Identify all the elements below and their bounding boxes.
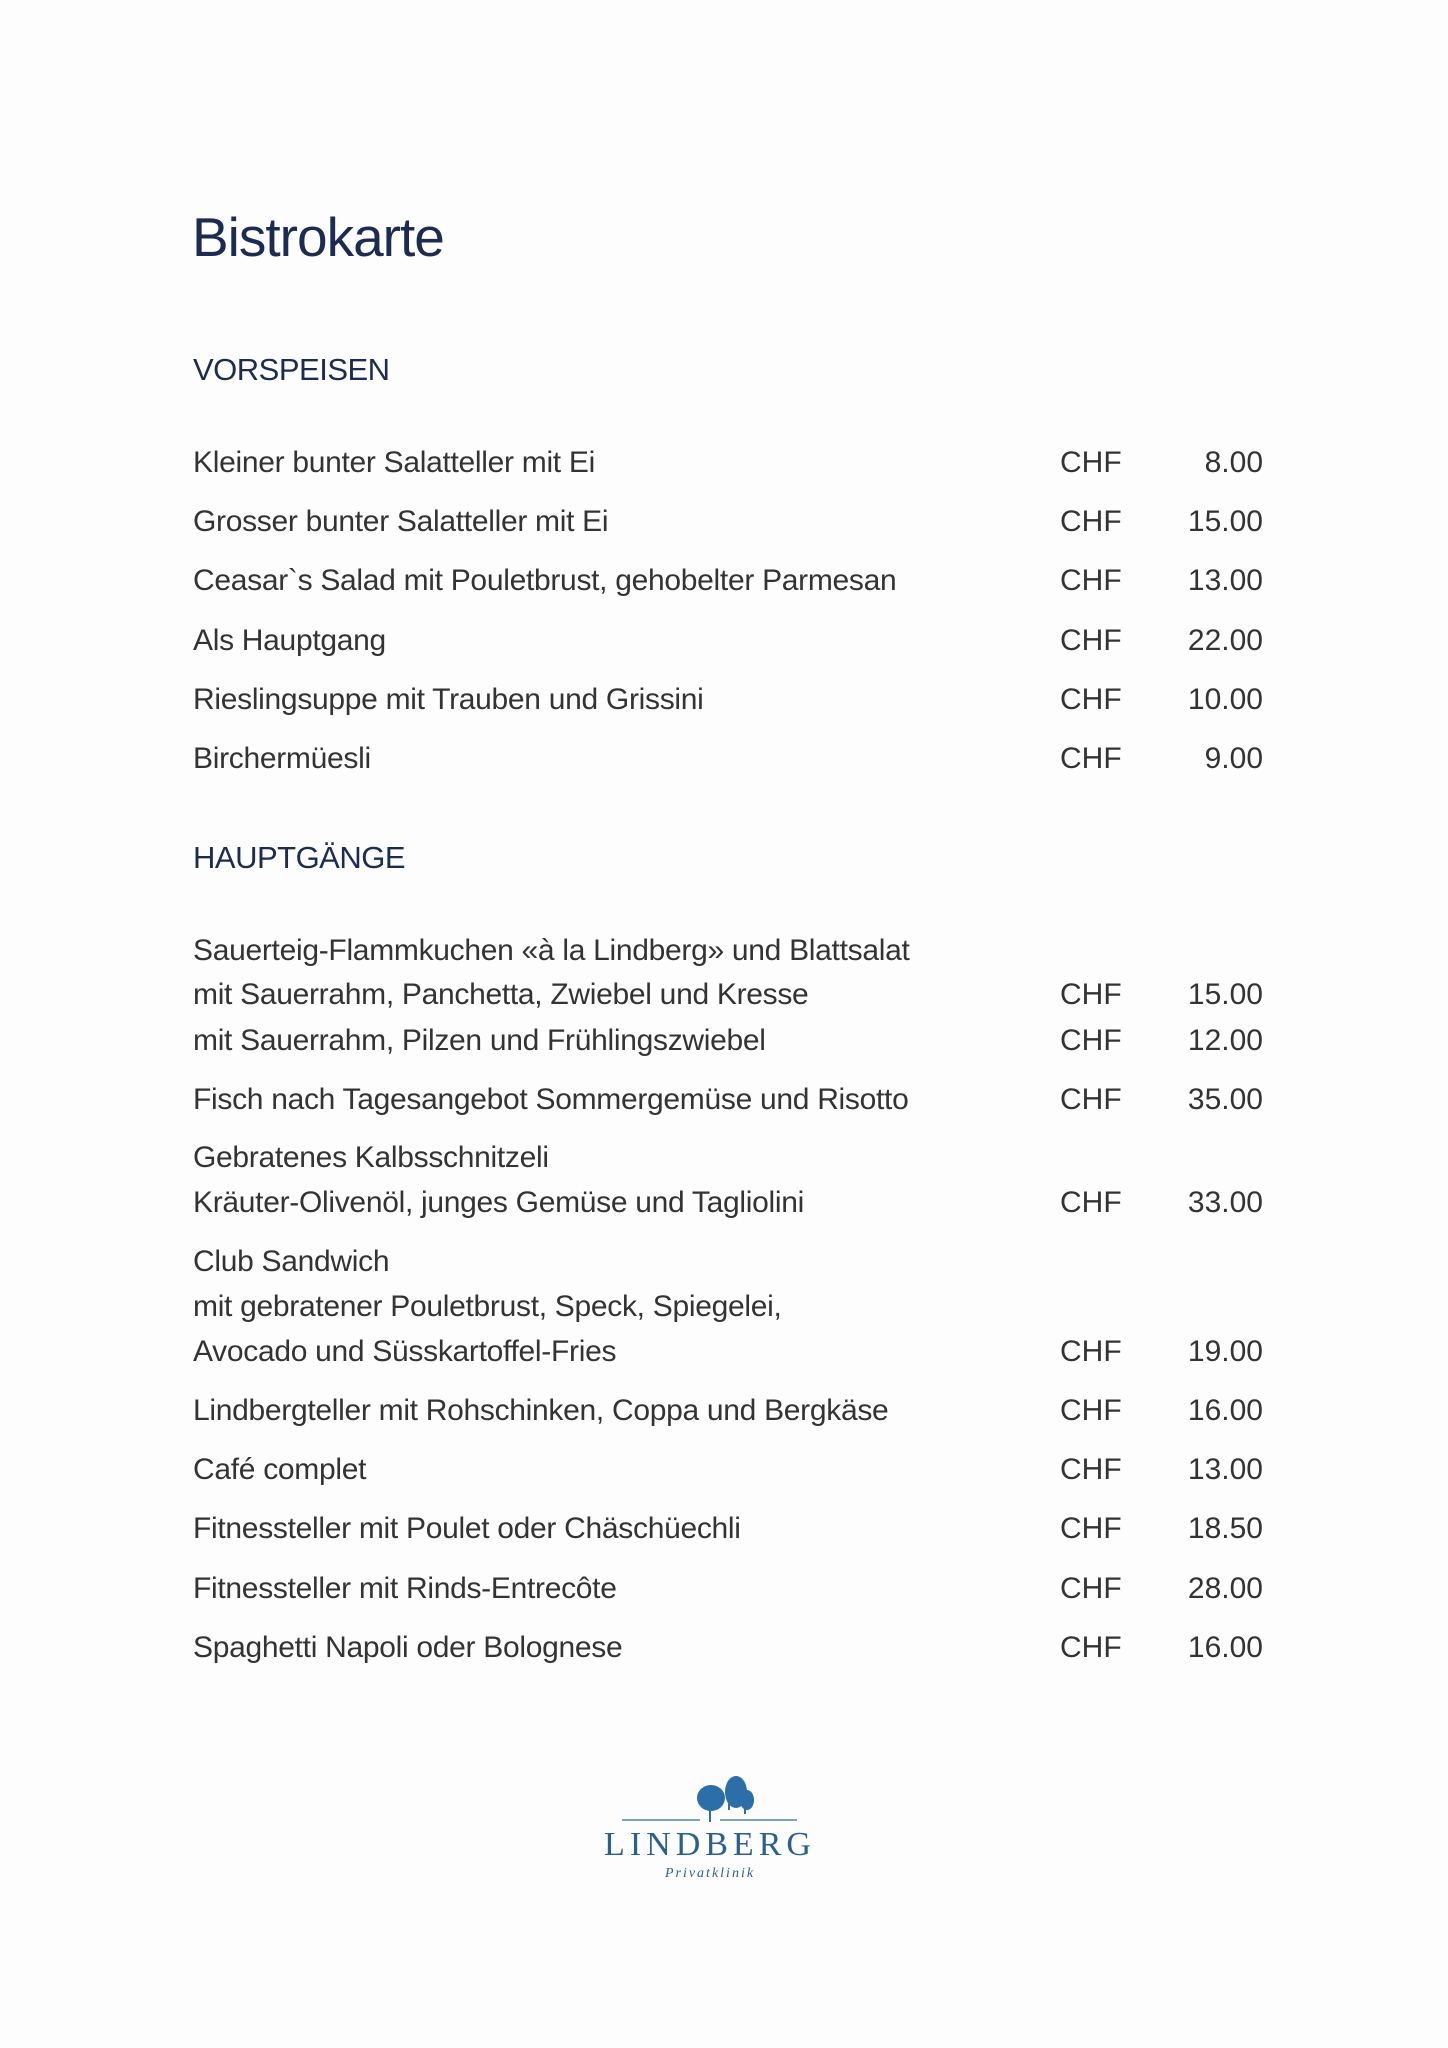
- item-currency: CHF: [1060, 446, 1122, 479]
- item-price: 10.00: [1187, 683, 1263, 716]
- item-price: 22.00: [1187, 624, 1263, 657]
- item-currency: CHF: [1060, 742, 1122, 775]
- item-description: Avocado und Süsskartoffel-Fries: [193, 1335, 617, 1368]
- item-currency: CHF: [1060, 505, 1122, 538]
- item-name: Fitnessteller mit Poulet oder Chäschüechli: [193, 1512, 741, 1545]
- item-price: 16.00: [1187, 1394, 1263, 1427]
- item-name: Birchermüesli: [193, 742, 371, 775]
- item-name: mit Sauerrahm, Pilzen und Frühlingszwiebel: [193, 1024, 766, 1057]
- item-price: 18.50: [1187, 1512, 1263, 1545]
- item-price: 12.00: [1187, 1024, 1263, 1057]
- item-currency: CHF: [1060, 1335, 1122, 1368]
- item-name: Fisch nach Tagesangebot Sommergemüse und Risotto: [193, 1083, 909, 1116]
- item-price: 33.00: [1187, 1186, 1263, 1219]
- lindberg-logo: [590, 1770, 830, 1885]
- item-name: Club Sandwich: [193, 1245, 390, 1278]
- item-currency: CHF: [1060, 1083, 1122, 1116]
- item-price: 15.00: [1187, 978, 1263, 1011]
- item-name: Gebratenes Kalbsschnitzeli: [193, 1141, 549, 1174]
- section-heading-vorspeisen: VORSPEISEN: [193, 352, 390, 387]
- item-currency: CHF: [1060, 1394, 1122, 1427]
- item-name: Café complet: [193, 1453, 367, 1486]
- item-currency: CHF: [1060, 1512, 1122, 1545]
- item-currency: CHF: [1060, 1453, 1122, 1486]
- item-currency: CHF: [1060, 564, 1122, 597]
- item-name: Rieslingsuppe mit Trauben und Grissini: [193, 683, 704, 716]
- item-price: 16.00: [1187, 1631, 1263, 1664]
- item-price: 13.00: [1187, 1453, 1263, 1486]
- item-currency: CHF: [1060, 624, 1122, 657]
- item-currency: CHF: [1060, 978, 1122, 1011]
- item-name: Fitnessteller mit Rinds-Entrecôte: [193, 1572, 617, 1605]
- item-currency: CHF: [1060, 683, 1122, 716]
- item-description: Kräuter-Olivenöl, junges Gemüse und Tagliolini: [193, 1186, 804, 1219]
- item-currency: CHF: [1060, 1631, 1122, 1664]
- logo-name: LINDBERG: [604, 1826, 816, 1863]
- item-name: Lindbergteller mit Rohschinken, Coppa und Bergkäse: [193, 1394, 889, 1427]
- item-currency: CHF: [1060, 1186, 1122, 1219]
- page-title: Bistrokarte: [192, 206, 444, 268]
- item-name: Sauerteig-Flammkuchen «à la Lindberg» und Blattsalat: [193, 934, 910, 967]
- section-heading-hauptgaenge: HAUPTGÄNGE: [193, 840, 406, 875]
- item-name: Spaghetti Napoli oder Bolognese: [193, 1631, 623, 1664]
- item-price: 8.00: [1204, 446, 1263, 479]
- item-name: Grosser bunter Salatteller mit Ei: [193, 505, 609, 538]
- item-price: 9.00: [1204, 742, 1263, 775]
- item-description: mit gebratener Pouletbrust, Speck, Spiegelei,: [193, 1290, 782, 1323]
- item-name: Kleiner bunter Salatteller mit Ei: [193, 446, 595, 479]
- item-price: 19.00: [1187, 1335, 1263, 1368]
- item-price: 15.00: [1187, 505, 1263, 538]
- item-name: Als Hauptgang: [193, 624, 386, 657]
- item-name: Ceasar`s Salad mit Pouletbrust, gehobelter Parmesan: [193, 564, 897, 597]
- item-price: 13.00: [1187, 564, 1263, 597]
- item-price: 28.00: [1187, 1572, 1263, 1605]
- trees-icon: [590, 1770, 830, 1830]
- item-name: mit Sauerrahm, Panchetta, Zwiebel und Kresse: [193, 978, 809, 1011]
- item-currency: CHF: [1060, 1572, 1122, 1605]
- item-price: 35.00: [1187, 1083, 1263, 1116]
- item-currency: CHF: [1060, 1024, 1122, 1057]
- logo-subtitle: Privatklinik: [664, 1866, 756, 1881]
